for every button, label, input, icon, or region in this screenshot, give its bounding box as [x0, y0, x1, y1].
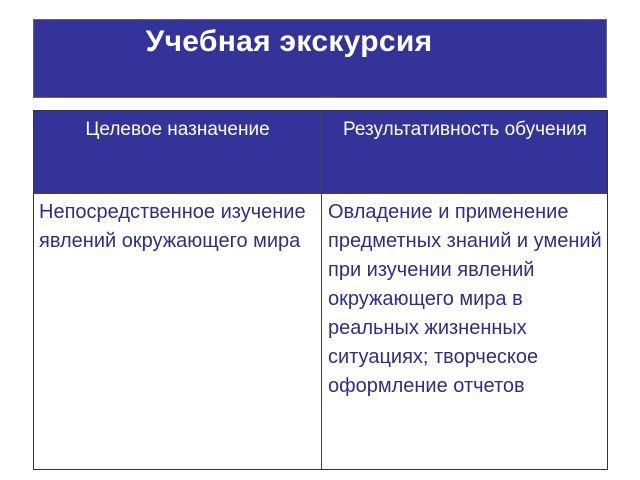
- header-purpose: Целевое назначение: [85, 119, 270, 140]
- slide-title: Учебная экскурсия: [145, 25, 433, 58]
- title-banner: [33, 19, 607, 98]
- comparison-table: [33, 110, 608, 470]
- cell-effectiveness: Овладение и применение предметных знаний и умений при изучении явлений окружающего мира в реальных жизненных ситуациях; творческое оформление отчетов: [328, 201, 602, 397]
- row-divider: [34, 193, 607, 194]
- header-effectiveness: Результативность обучения: [343, 119, 587, 140]
- column-divider: [321, 111, 322, 469]
- cell-purpose: Непосредственное изучение явлений окружающего мира: [39, 201, 306, 252]
